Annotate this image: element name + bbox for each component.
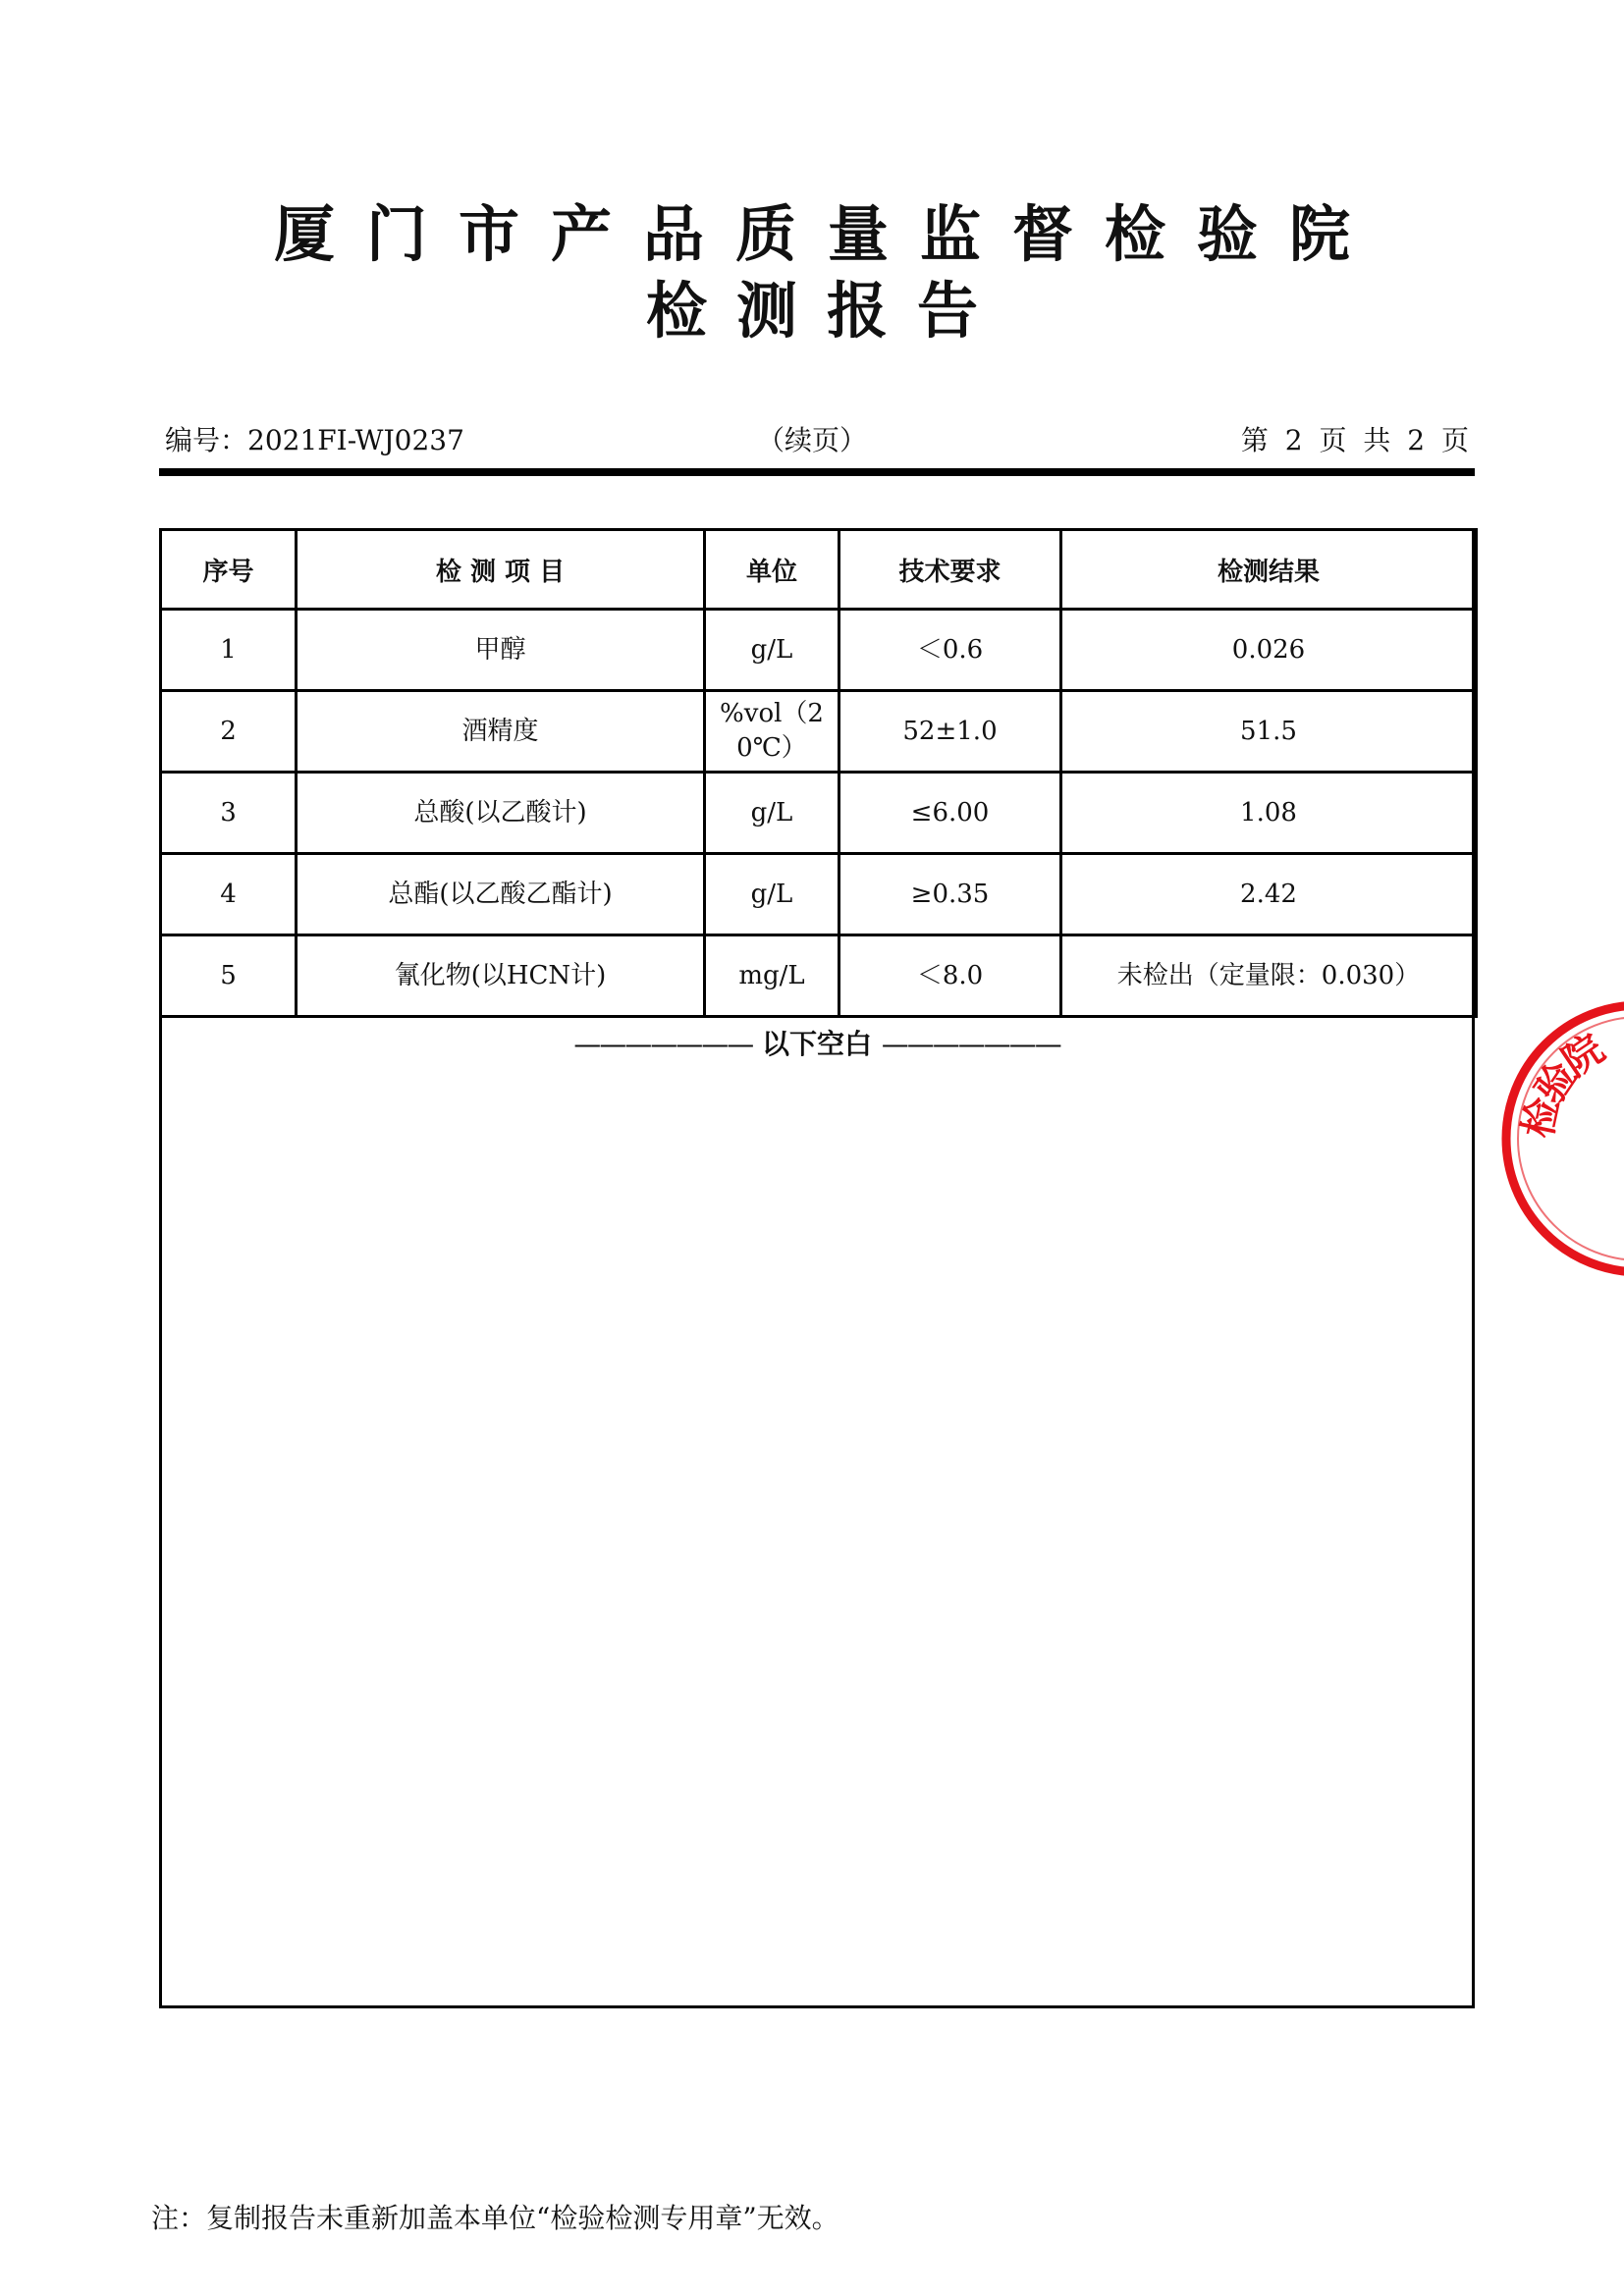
seal-glyph: 检 [1515, 1094, 1568, 1143]
col-header-unit: 单位 [705, 530, 839, 610]
row-no: 5 [161, 935, 297, 1017]
dash-right: ——————— [881, 1028, 1060, 1060]
row-result: 2.42 [1061, 854, 1477, 935]
official-seal [1492, 991, 1624, 1286]
row-item: 总酸(以乙酸计) [297, 773, 705, 854]
seal-stamp-icon [1492, 991, 1624, 1286]
col-header-requirement: 技术要求 [839, 530, 1061, 610]
org-title: 厦门市产品质量监督检验院 [273, 198, 1381, 270]
row-requirement: ≥0.35 [839, 854, 1061, 935]
col-header-item: 检 测 项 目 [297, 530, 705, 610]
table-header-row [161, 530, 1477, 610]
col-header-no: 序号 [161, 530, 297, 610]
table-row [161, 773, 1477, 854]
row-unit: g/L [705, 854, 839, 935]
row-no: 3 [161, 773, 297, 854]
end-of-data-mark [159, 1023, 1475, 1062]
row-item: 甲醇 [297, 610, 705, 691]
row-result: 51.5 [1061, 691, 1477, 773]
page-indicator: 第 2 页 共 2 页 [1240, 424, 1473, 456]
results-table [159, 528, 1478, 1018]
row-result: 未检出（定量限：0.030） [1061, 935, 1477, 1017]
row-requirement: ≤6.00 [839, 773, 1061, 854]
row-unit: mg/L [705, 935, 839, 1017]
row-unit-cell [705, 691, 839, 773]
table-row [161, 854, 1477, 935]
row-requirement: 52±1.0 [839, 691, 1061, 773]
row-result: 1.08 [1061, 773, 1477, 854]
row-no: 1 [161, 610, 297, 691]
col-header-result: 检测结果 [1061, 530, 1477, 610]
row-item: 氰化物(以HCN计) [297, 935, 705, 1017]
report-title: 检测报告 [645, 275, 1007, 347]
row-item: 酒精度 [297, 691, 705, 773]
row-requirement: ＜0.6 [839, 610, 1061, 691]
end-mark-label: 以下空白 [761, 1028, 872, 1060]
table-row [161, 610, 1477, 691]
row-item: 总酯(以乙酸乙酯计) [297, 854, 705, 935]
header-divider [159, 468, 1475, 476]
row-no: 4 [161, 854, 297, 935]
row-unit: g/L [705, 610, 839, 691]
row-requirement: ＜8.0 [839, 935, 1061, 1017]
row-result: 0.026 [1061, 610, 1477, 691]
row-no: 2 [161, 691, 297, 773]
row-unit: %vol（20℃） [720, 698, 824, 763]
row-unit: g/L [705, 773, 839, 854]
dash-left: ——————— [573, 1028, 753, 1060]
seal-glyph: 院 [1554, 1026, 1613, 1086]
continued-label: （续页） [756, 424, 867, 456]
table-row [161, 935, 1477, 1017]
footnote: 注：复制报告未重新加盖本单位“检验检测专用章”无效。 [151, 2202, 839, 2234]
seal-glyph: 验 [1527, 1053, 1587, 1112]
report-number: 编号：2021FI-WJ0237 [165, 424, 464, 456]
table-row [161, 691, 1477, 773]
